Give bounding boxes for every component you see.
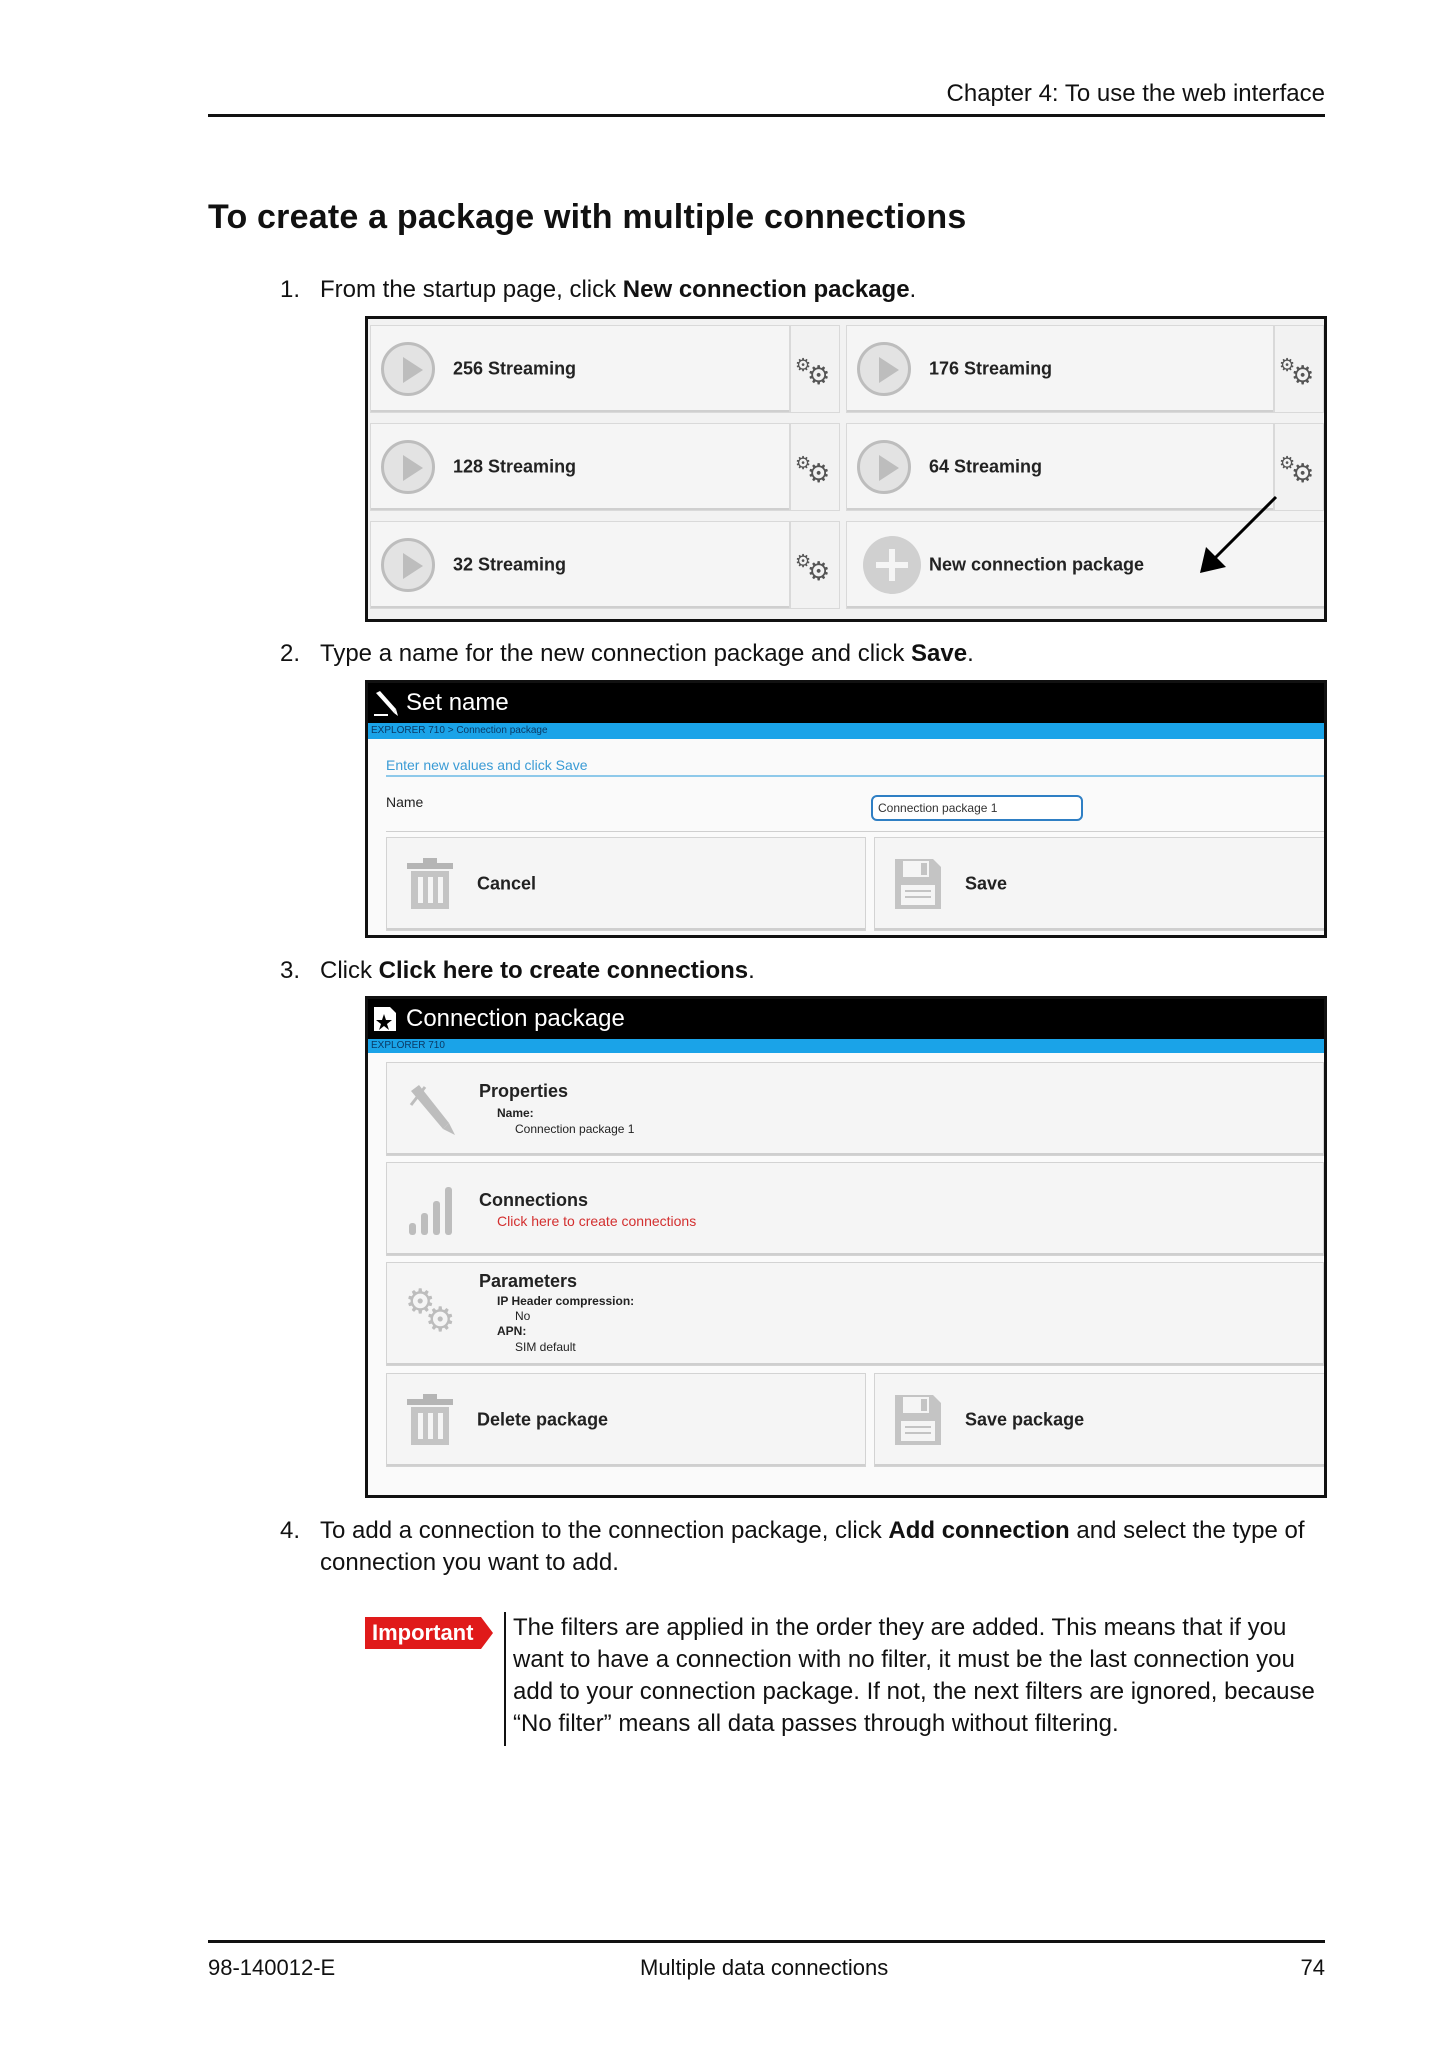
button-label: Delete package xyxy=(477,1409,609,1430)
step-text: . xyxy=(748,957,755,984)
apn-value: SIM default xyxy=(515,1340,576,1354)
step-4 xyxy=(280,1515,1330,1579)
step-number: 2. xyxy=(280,640,301,667)
breadcrumb: EXPLORER 710 > Connection package xyxy=(368,723,1324,739)
step-text: Type a name for the new connection package and click xyxy=(320,640,912,667)
tile-256-streaming[interactable] xyxy=(370,325,790,413)
tile-label: 64 Streaming xyxy=(929,456,1043,477)
step-text: Click xyxy=(320,957,379,984)
button-label: Save package xyxy=(965,1409,1085,1430)
trash-icon xyxy=(405,1393,455,1447)
step-2 xyxy=(280,638,974,670)
pencil-icon xyxy=(405,1083,457,1137)
save-package-button[interactable] xyxy=(874,1373,1326,1467)
gear-icon: ⚙ xyxy=(795,355,812,375)
name-label: Name xyxy=(386,794,424,810)
gear-icon: ⚙ xyxy=(795,551,812,571)
parameters-row[interactable] xyxy=(386,1262,1324,1366)
apn-label: APN: xyxy=(497,1324,527,1338)
cancel-button[interactable] xyxy=(386,837,866,931)
hint-divider xyxy=(386,775,1324,777)
step-text: and select the type of connection you want to add. xyxy=(320,1517,1305,1576)
play-icon xyxy=(857,440,911,494)
important-note-text: The filters are applied in the order they are added. This means that if you want to have a connection with no filter, it must be the last connection you add to your connection package. If not, the next filters are ignored, because “No filter” means all data passes through without filtering. xyxy=(513,1614,1315,1737)
section-title: To create a package with multiple connections xyxy=(208,198,967,236)
footer-title: Multiple data connections xyxy=(640,1955,889,1980)
gear-icon: ⚙ xyxy=(807,556,831,586)
dialog-title: Connection package xyxy=(406,1005,625,1032)
gear-icon: ⚙ xyxy=(1279,453,1296,473)
footer-doc-id: 98-140012-E xyxy=(208,1955,336,1980)
chapter-header: Chapter 4: To use the web interface xyxy=(946,80,1325,107)
connections-row[interactable] xyxy=(386,1162,1324,1256)
step-number: 1. xyxy=(280,276,301,303)
pointer-arrow-icon xyxy=(1196,493,1280,577)
dialog-header xyxy=(368,683,1324,723)
important-label: Important xyxy=(365,1617,481,1649)
tile-label: 176 Streaming xyxy=(929,358,1053,379)
gear-icon: ⚙ xyxy=(807,458,831,488)
create-connections-link[interactable]: Click here to create connections xyxy=(497,1213,697,1229)
step-bold: Add connection xyxy=(888,1517,1070,1544)
step-1 xyxy=(280,274,917,306)
important-tip xyxy=(481,1617,493,1649)
step-3 xyxy=(280,955,755,987)
note-divider xyxy=(504,1612,506,1746)
tile-label: 128 Streaming xyxy=(453,456,577,477)
play-icon xyxy=(381,538,435,592)
gear-icon: ⚙ xyxy=(795,453,812,473)
row-title: Properties xyxy=(479,1081,569,1101)
properties-row[interactable] xyxy=(386,1062,1324,1156)
name-input[interactable] xyxy=(871,795,1083,821)
floppy-disk-icon xyxy=(893,1393,943,1447)
hint-text: Enter new values and click Save xyxy=(386,757,588,773)
tile-176-streaming[interactable] xyxy=(846,325,1274,413)
gear-icon: ⚙ xyxy=(1291,360,1315,390)
step-bold: Click here to create connections xyxy=(378,957,749,984)
ip-compression-value: No xyxy=(515,1309,531,1323)
startup-page-screenshot xyxy=(365,316,1327,622)
footer-rule xyxy=(208,1940,1325,1943)
gears-icon: ⚙ ⚙ xyxy=(405,1283,456,1339)
save-button[interactable] xyxy=(874,837,1326,931)
dialog-title: Set name xyxy=(406,689,509,716)
step-bold: Save xyxy=(911,640,968,667)
play-icon xyxy=(381,342,435,396)
tile-label: 256 Streaming xyxy=(453,358,577,379)
property-name-value: Connection package 1 xyxy=(515,1122,635,1136)
field-divider xyxy=(386,831,1324,832)
button-label: Save xyxy=(965,873,1008,894)
pencil-icon xyxy=(372,689,398,717)
floppy-disk-icon xyxy=(893,857,943,911)
tile-128-streaming[interactable] xyxy=(370,423,790,511)
tile-32-streaming[interactable] xyxy=(370,521,790,609)
play-icon xyxy=(857,342,911,396)
dialog-header xyxy=(368,999,1324,1039)
settings-gear-button[interactable] xyxy=(790,423,840,511)
gear-icon: ⚙ xyxy=(1291,458,1315,488)
step-text: . xyxy=(909,276,917,303)
row-title: Connections xyxy=(479,1190,589,1210)
settings-gear-button[interactable] xyxy=(790,325,840,413)
trash-icon xyxy=(405,857,455,911)
signal-bars-icon xyxy=(405,1183,457,1237)
step-text: To add a connection to the connection package, click xyxy=(320,1517,889,1544)
play-icon xyxy=(381,440,435,494)
delete-package-button[interactable] xyxy=(386,1373,866,1467)
connection-package-screenshot xyxy=(365,996,1327,1498)
button-label: Cancel xyxy=(477,873,537,894)
settings-gear-button[interactable] xyxy=(790,521,840,609)
gear-icon: ⚙ xyxy=(807,360,831,390)
settings-gear-button[interactable] xyxy=(1274,423,1324,511)
set-name-screenshot xyxy=(365,680,1327,938)
ip-compression-label: IP Header compression: xyxy=(497,1294,635,1308)
tile-label: New connection package xyxy=(929,554,1145,575)
page-number: 74 xyxy=(1300,1955,1325,1980)
step-text: . xyxy=(967,640,974,667)
tile-label: 32 Streaming xyxy=(453,554,567,575)
row-title: Parameters xyxy=(479,1271,578,1291)
gear-icon: ⚙ xyxy=(1279,355,1296,375)
step-number: 3. xyxy=(280,957,301,984)
step-bold: New connection package xyxy=(622,276,910,303)
package-star-icon xyxy=(372,1005,398,1033)
settings-gear-button[interactable] xyxy=(1274,325,1324,413)
plus-icon xyxy=(863,536,921,594)
property-name-label: Name: xyxy=(497,1106,534,1120)
important-badge xyxy=(365,1617,493,1649)
step-text: From the startup page, click xyxy=(320,276,623,303)
header-rule xyxy=(208,114,1325,117)
step-number: 4. xyxy=(280,1517,301,1544)
breadcrumb: EXPLORER 710 xyxy=(368,1039,1324,1053)
